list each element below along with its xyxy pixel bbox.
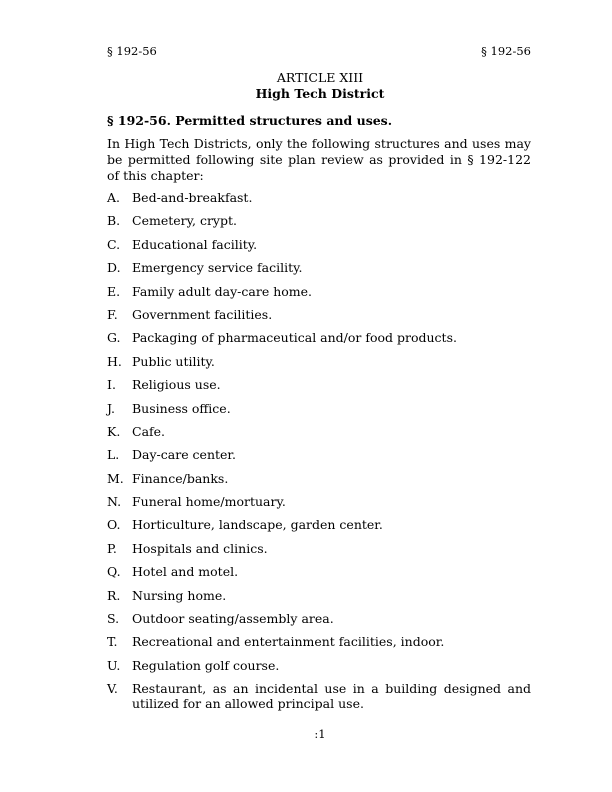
list-item-text: Day-care center. xyxy=(132,447,237,463)
list-item-text: Emergency service facility. xyxy=(132,260,303,276)
list-item-text: Nursing home. xyxy=(132,587,227,603)
running-header xyxy=(107,44,531,58)
list-item xyxy=(107,190,531,205)
list-item-letter: Q. xyxy=(107,564,121,580)
list-item-letter: R. xyxy=(107,587,121,603)
list-item xyxy=(107,284,531,299)
list-item-letter: F. xyxy=(107,306,118,322)
list-item xyxy=(107,634,531,649)
list-item xyxy=(107,354,531,369)
list-item xyxy=(107,307,531,322)
list-item-letter: O. xyxy=(107,517,121,533)
list-item-letter: E. xyxy=(107,283,121,299)
list-item-text: Finance/banks. xyxy=(132,470,229,486)
list-item-letter: S. xyxy=(107,611,120,627)
page-number: :1 xyxy=(314,727,326,741)
list-item-text: Cafe. xyxy=(132,423,166,439)
list-item xyxy=(107,494,531,509)
list-item xyxy=(107,471,531,486)
list-item-letter: J. xyxy=(107,400,116,416)
list-item-text: Packaging of pharmaceutical and/or food products. xyxy=(132,330,457,346)
list-item xyxy=(107,588,531,603)
list-item-text: Public utility. xyxy=(132,353,215,369)
list-item-letter: K. xyxy=(107,423,121,439)
list-item-letter: G. xyxy=(107,330,121,346)
section-intro-paragraph: In High Tech Districts, only the following structures and uses may be permitted following site plan review as provided in § 192-122 of this chapter: xyxy=(107,136,531,183)
list-item-text: Hotel and motel. xyxy=(132,564,239,580)
list-item xyxy=(107,564,531,579)
list-item xyxy=(107,681,531,711)
section-title: § 192-56. Permitted structures and uses. xyxy=(107,113,393,128)
list-item-letter: U. xyxy=(107,657,121,673)
list-item-text: Government facilities. xyxy=(132,306,273,322)
list-item-letter: B. xyxy=(107,213,121,229)
list-item-letter: P. xyxy=(107,540,117,556)
header-right-section-ref: § 192-56 xyxy=(481,44,531,58)
list-item-letter: D. xyxy=(107,260,121,276)
list-item xyxy=(107,658,531,673)
article-heading xyxy=(0,70,612,102)
list-item-text: Funeral home/mortuary. xyxy=(132,494,286,510)
list-item-text: Regulation golf course. xyxy=(132,657,280,673)
list-item xyxy=(107,447,531,462)
list-item-text: Hospitals and clinics. xyxy=(132,540,268,556)
list-item-text: Outdoor seating/assembly area. xyxy=(132,611,334,627)
list-item-text: Educational facility. xyxy=(132,236,258,252)
list-item xyxy=(107,260,531,275)
list-item-letter: V. xyxy=(107,681,118,697)
list-item-letter: H. xyxy=(107,353,122,369)
list-item xyxy=(107,237,531,252)
list-item xyxy=(107,611,531,626)
list-item-letter: A. xyxy=(107,190,121,205)
list-item-text: Family adult day-care home. xyxy=(132,283,312,299)
list-item xyxy=(107,213,531,228)
list-item-text: Restaurant, as an incidental use in a building designed and utilized for an allowed principal use. xyxy=(132,681,531,712)
list-item-letter: N. xyxy=(107,494,122,510)
list-item-text: Cemetery, crypt. xyxy=(132,213,237,229)
list-item-text: Recreational and entertainment facilities, indoor. xyxy=(132,634,445,650)
list-item-text: Bed-and-breakfast. xyxy=(132,190,253,205)
list-item xyxy=(107,517,531,532)
article-title: High Tech District xyxy=(255,86,385,101)
list-item-letter: M. xyxy=(107,470,124,486)
list-item xyxy=(107,424,531,439)
article-number: ARTICLE XIII xyxy=(276,70,364,85)
list-item-letter: L. xyxy=(107,447,120,463)
list-item-letter: T. xyxy=(107,634,118,650)
list-item xyxy=(107,377,531,392)
list-item-letter: C. xyxy=(107,236,121,252)
list-item-text: Religious use. xyxy=(132,377,221,393)
list-item-text: Horticulture, landscape, garden center. xyxy=(132,517,383,533)
list-item xyxy=(107,401,531,416)
header-left-section-ref: § 192-56 xyxy=(107,44,157,58)
list-item-letter: I. xyxy=(107,377,116,393)
list-item-text: Business office. xyxy=(132,400,231,416)
permitted-uses-list xyxy=(107,190,531,720)
list-item xyxy=(107,541,531,556)
list-item xyxy=(107,330,531,345)
